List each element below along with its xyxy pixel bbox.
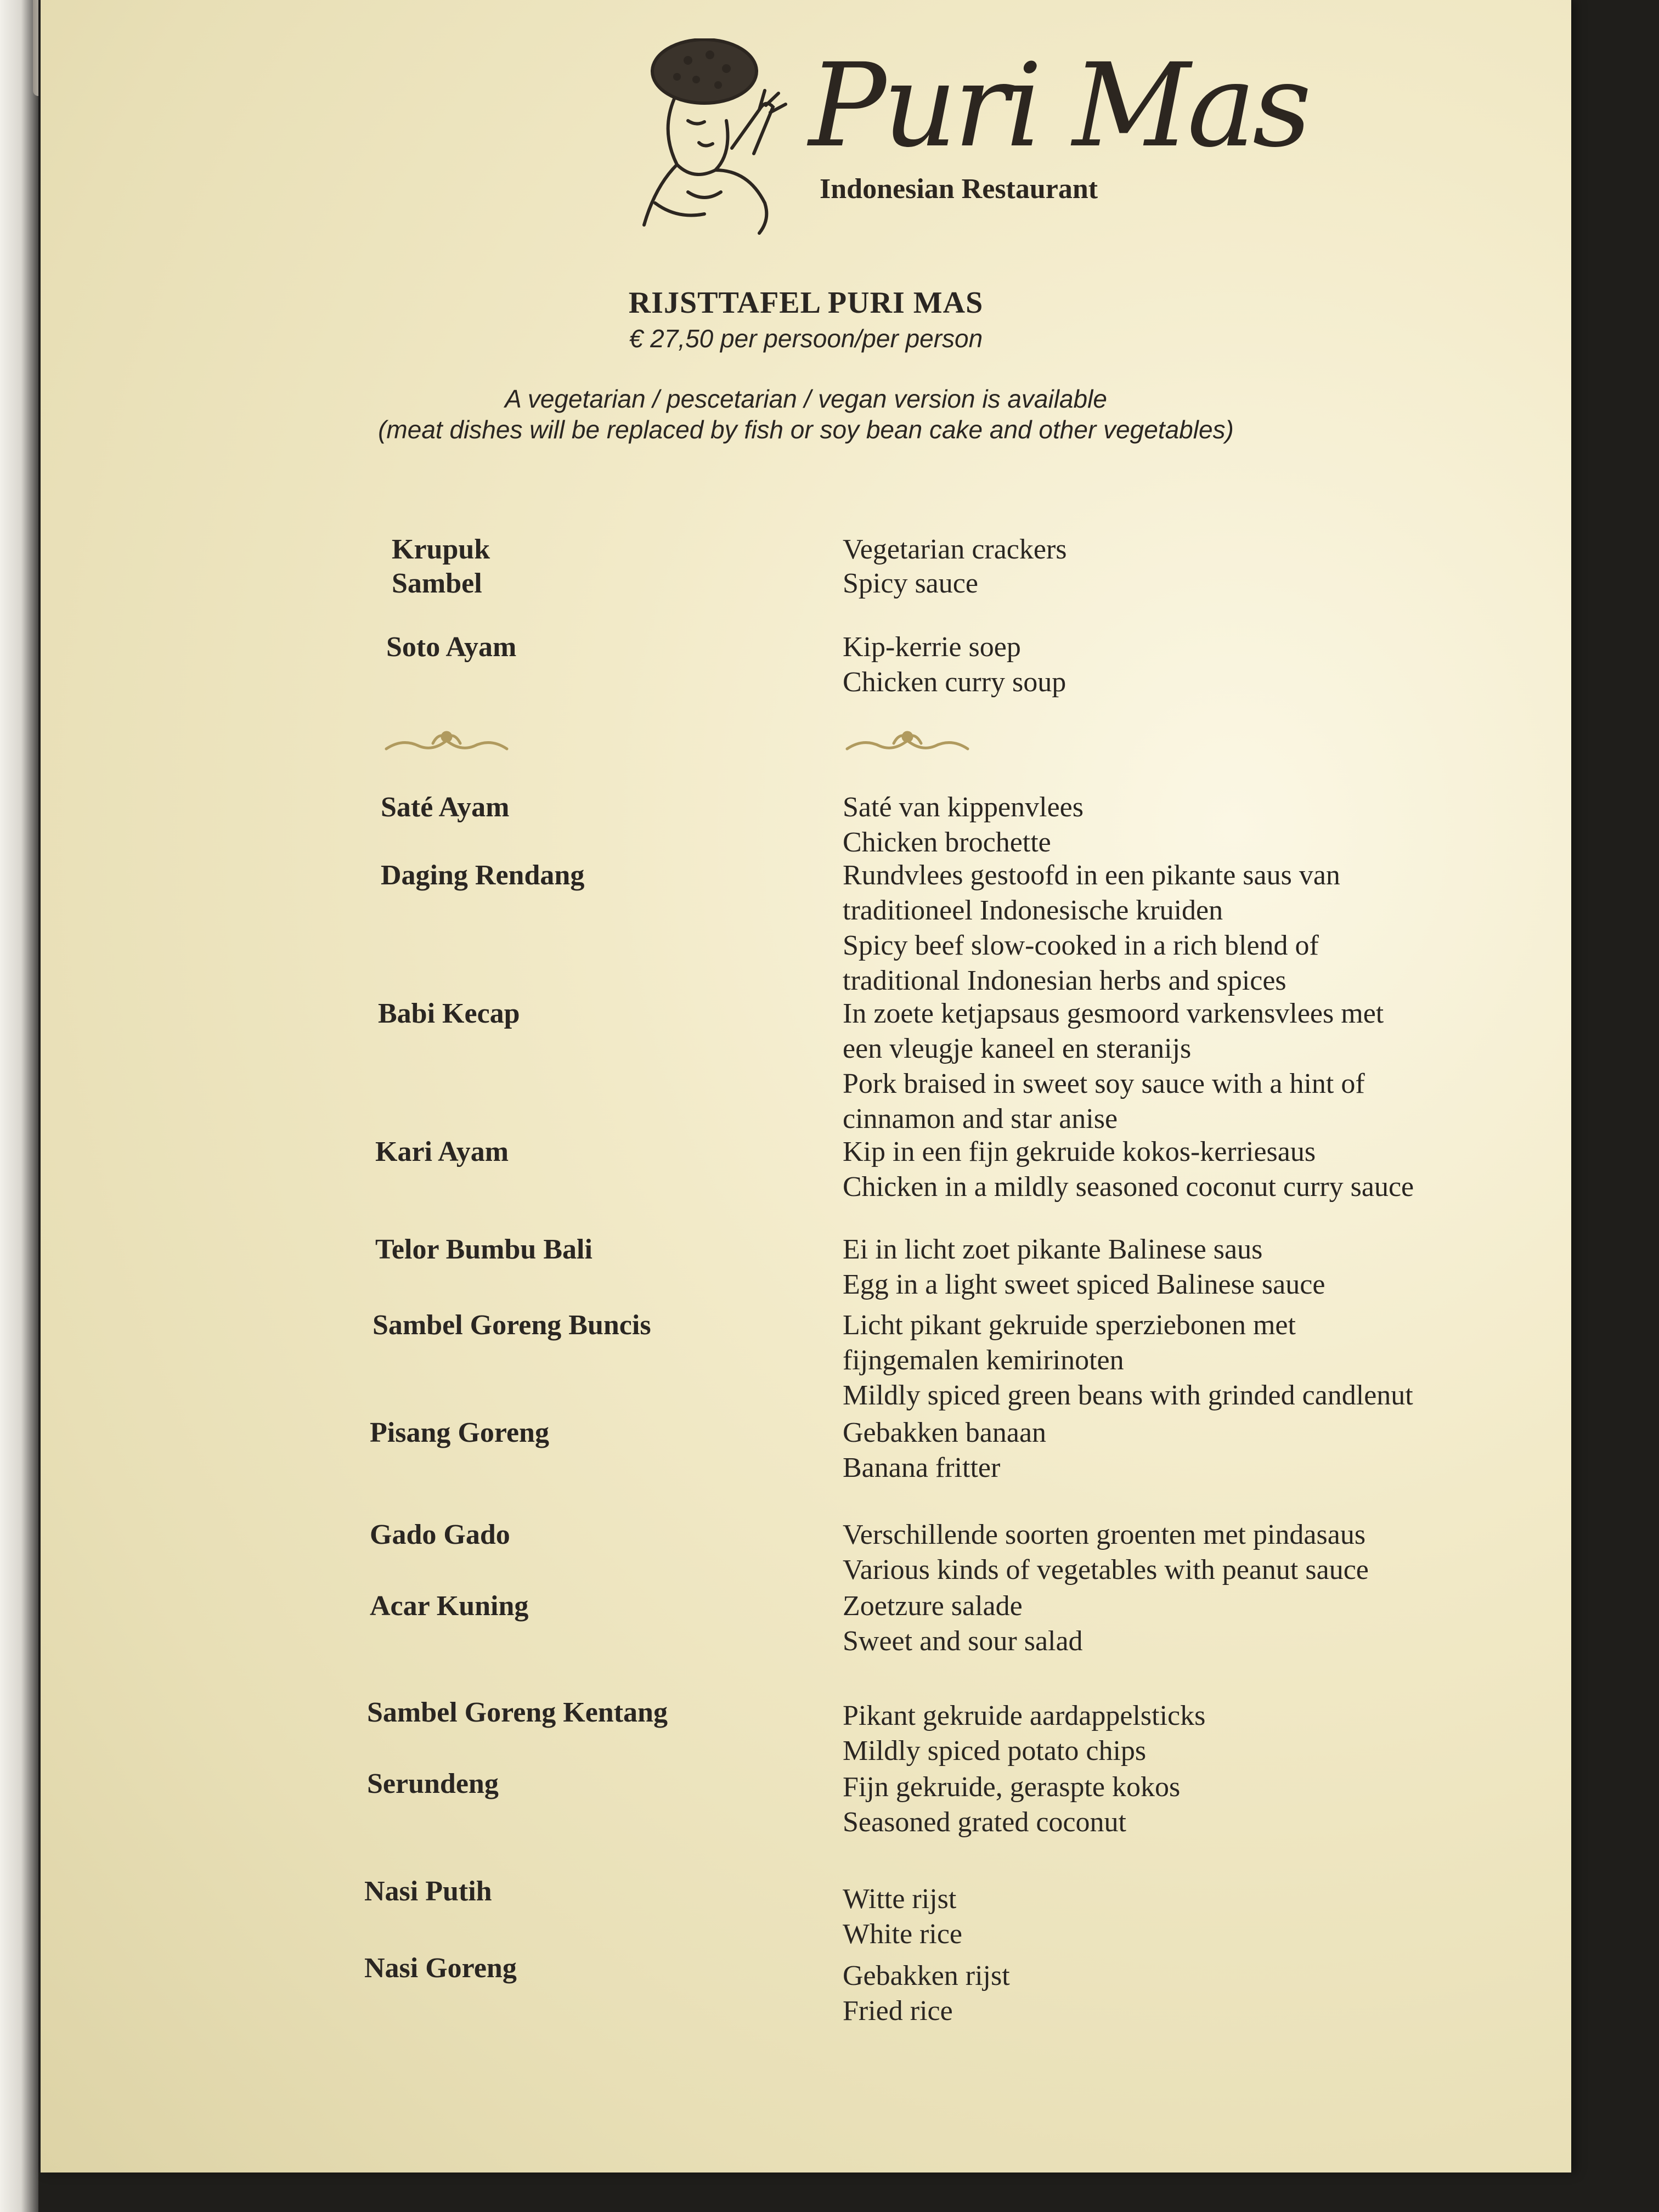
dish-description: Vegetarian crackers (843, 534, 1067, 565)
dish-description: Fried rice (843, 1995, 953, 2027)
dish-description: Kip-kerrie soep (843, 631, 1021, 663)
dish-description: Fijn gekruide, geraspte kokos (843, 1771, 1181, 1803)
menu-page (41, 0, 1571, 2172)
dish-description: Egg in a light sweet spiced Balinese sauce (843, 1269, 1325, 1300)
dish-description: Spicy sauce (843, 568, 978, 599)
ornament-icon (381, 727, 512, 760)
ornament-icon (842, 727, 973, 760)
dish-description: Spicy beef slow-cooked in a rich blend of (843, 930, 1319, 961)
dish-name: Babi Kecap (378, 998, 520, 1029)
dish-name: Sambel (392, 568, 482, 599)
dish-description: Witte rijst (843, 1883, 957, 1915)
dish-description: Pikant gekruide aardappelsticks (843, 1700, 1206, 1731)
dish-description: een vleugje kaneel en steranijs (843, 1033, 1192, 1064)
dish-name: Kari Ayam (375, 1136, 509, 1167)
dish-name: Saté Ayam (381, 792, 510, 823)
dish-description: traditional Indonesian herbs and spices (843, 965, 1286, 996)
menu-price: € 27,50 per persoon/per person (629, 324, 983, 353)
dish-description: Kip in een fijn gekruide kokos-kerriesaus (843, 1136, 1316, 1167)
dish-name: Daging Rendang (381, 860, 585, 891)
dish-name: Telor Bumbu Bali (375, 1234, 592, 1265)
dish-name: Gado Gado (370, 1519, 510, 1550)
dish-name: Nasi Putih (364, 1876, 492, 1907)
dish-name: Krupuk (392, 534, 490, 565)
dish-name: Serundeng (367, 1768, 499, 1799)
menu-title: RIJSTTAFEL PURI MAS (628, 286, 984, 320)
dish-description: Rundvlees gestoofd in een pikante saus van (843, 860, 1340, 891)
dish-name: Sambel Goreng Buncis (373, 1310, 651, 1341)
dish-name: Acar Kuning (370, 1590, 529, 1622)
dish-description: fijngemalen kemirinoten (843, 1345, 1124, 1376)
dish-description: Mildly spiced green beans with grinded candlenut (843, 1380, 1413, 1411)
vegetarian-note-detail: (meat dishes will be replaced by fish or soy bean cake and other vegetables) (378, 415, 1234, 444)
dish-name: Pisang Goreng (370, 1417, 549, 1448)
dish-name: Nasi Goreng (364, 1953, 517, 1984)
dish-description: Gebakken rijst (843, 1960, 1010, 1991)
dish-description: Zoetzure salade (843, 1590, 1023, 1622)
dish-description: cinnamon and star anise (843, 1103, 1118, 1135)
dish-description: Verschillende soorten groenten met pindasaus (843, 1519, 1366, 1550)
dish-description: Banana fritter (843, 1452, 1001, 1483)
dish-name: Sambel Goreng Kentang (367, 1697, 668, 1728)
dish-description: Pork braised in sweet soy sauce with a hint of (843, 1068, 1365, 1099)
dish-description: In zoete ketjapsaus gesmoord varkensvlees met (843, 998, 1384, 1029)
dish-name: Soto Ayam (386, 631, 517, 663)
restaurant-subtitle: Indonesian Restaurant (820, 173, 1098, 205)
dish-description: Saté van kippenvlees (843, 792, 1084, 823)
restaurant-logo (622, 33, 1308, 241)
dish-description: Gebakken banaan (843, 1417, 1047, 1448)
dish-description: Chicken in a mildly seasoned coconut curry sauce (843, 1171, 1414, 1203)
dish-description: White rice (843, 1918, 962, 1950)
dish-description: Sweet and sour salad (843, 1626, 1083, 1657)
dish-description: Seasoned grated coconut (843, 1807, 1126, 1838)
dish-description: Various kinds of vegetables with peanut sauce (843, 1554, 1369, 1585)
logo-figure-icon (622, 38, 803, 236)
dish-description: Mildly spiced potato chips (843, 1735, 1147, 1767)
dish-description: Licht pikant gekruide sperziebonen met (843, 1310, 1296, 1341)
dish-description: Ei in licht zoet pikante Balinese saus (843, 1234, 1263, 1265)
restaurant-name: Puri Mas (809, 38, 1308, 173)
dish-description: Chicken curry soup (843, 667, 1066, 698)
dish-description: Chicken brochette (843, 827, 1051, 858)
dish-description: traditioneel Indonesische kruiden (843, 895, 1223, 926)
vegetarian-note: A vegetarian / pescetarian / vegan version is available (505, 385, 1107, 413)
